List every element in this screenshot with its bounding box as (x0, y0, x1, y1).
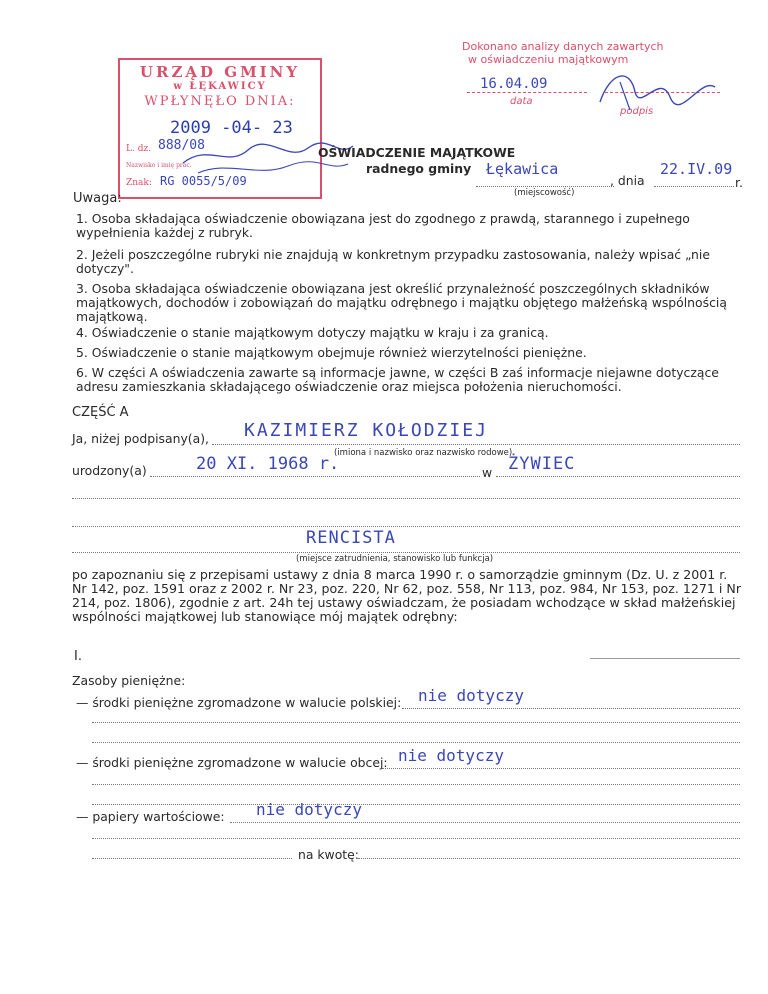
stamp-znak-value: RG 0055/5/09 (160, 174, 247, 188)
section-roman: I. (74, 649, 82, 664)
page-title: OŚWIADCZENIE MAJĄTKOWE (318, 145, 516, 160)
part-a-heading: CZĘŚĆ A (72, 405, 129, 420)
blank-line-2 (72, 520, 740, 527)
stamp-ldz-value: 888/08 (158, 138, 205, 153)
job-value: RENCISTA (306, 528, 396, 548)
date-suffix: r. (735, 175, 743, 190)
pln-label: — środki pieniężne zgromadzone w walucie polskiej: (76, 695, 402, 710)
place-value: Łękawica (486, 160, 559, 178)
job-caption: (miejsce zatrudnienia, stanowisko lub funkcja) (296, 554, 494, 564)
name-value: KAZIMIERZ KOŁODZIEJ (244, 420, 488, 441)
uwaga-item-1: 1. Osoba składająca oświadczenie obowiązana jest do zgodnego z prawdą, starannego i zupełnego wypełnienia każdej z rubryk. (76, 211, 690, 240)
pln-extra-line-2 (92, 736, 740, 743)
pln-extra-line-1 (92, 716, 740, 723)
amount-pre-line (92, 852, 292, 859)
stamp-znak-label: Znak: (126, 178, 152, 188)
born-value: 20 XI. 1968 r. (196, 454, 340, 474)
date-value: 22.IV.09 (660, 160, 733, 178)
blank-line-1 (72, 492, 740, 499)
birthplace-value: ŻYWIEC (508, 454, 576, 474)
uwaga-item-6: 6. W części A oświadczenia zawarte są informacje jawne, w części B zaś informacje niejawne dotyczące adresu zamieszkania składającego oświadczenie oraz miejsca położenia nieruchomości. (76, 365, 719, 394)
stamp-line3: WPŁYNĘŁO DNIA: (144, 94, 296, 109)
name-caption: (imiona i nazwisko oraz nazwisko rodowe) (334, 448, 513, 458)
uwaga-label: Uwaga: (73, 191, 122, 206)
stamp-ldz-label: L. dz. (126, 144, 152, 154)
born-label: urodzony(a) (72, 463, 147, 478)
analyst-signature (590, 62, 720, 117)
date-label: , dnia (610, 173, 645, 188)
statement: po zapoznaniu się z przepisami ustawy z dnia 8 marca 1990 r. o samorządzie gminnym (Dz. U. z 2001 r. Nr 142, poz. 1591 oraz z 2002 r. Nr 23, poz. 220, Nr 62, poz. 558, Nr 113, poz. 984, Nr 153, poz. 1271 i Nr 214, poz. 1806), zgodnie z art. 24h tej ustawy oświadczam, że posiadam wchodzące w skład małżeńskiej wspólności majątkowej lub stanowiące mój majątek odrębny: (72, 567, 742, 624)
uwaga-item-5: 5. Oświadczenie o stanie majątkowym obejmuje również wierzytelności pieniężne. (76, 345, 587, 360)
stamp-line1: URZĄD GMINY (139, 63, 301, 81)
name-label: Ja, niżej podpisany(a), (72, 431, 209, 446)
stamp-name-label: Nazwisko i imię prac. (126, 162, 192, 169)
analysis-line2: w oświadczeniu majątkowym (468, 53, 629, 66)
section-heading: Zasoby pieniężne: (72, 673, 186, 688)
uwaga-item-4: 4. Oświadczenie o stanie majątkowym dotyczy majątku w kraju i za granicą. (76, 325, 549, 340)
job-line (72, 546, 740, 553)
securities-extra-line (92, 832, 740, 839)
foreign-value: nie dotyczy (398, 746, 504, 765)
analysis-sign-label: podpis (620, 106, 654, 117)
stamp-date: 2009 -04- 23 (170, 118, 293, 138)
amount-line (358, 852, 740, 859)
page-subtitle: radnego gminy (366, 161, 472, 176)
analysis-date-value: 16.04.09 (480, 76, 548, 92)
securities-label: — papiery wartościowe: (76, 809, 225, 824)
uwaga-item-3: 3. Osoba składająca oświadczenie obowiązana jest określić przynależność poszczególnych składników majątkowych, dochodów i zobowiązań do majątku odrębnego i majątku objętego małżeńską wspólnością majątkową. (76, 281, 727, 324)
analysis-date-line (467, 92, 587, 93)
stamp-line2: w ŁĘKAWICY (173, 81, 267, 92)
section-rule (590, 658, 740, 659)
analysis-line1: Dokonano analizy danych zawartych (462, 40, 664, 53)
uwaga-item-2: 2. Jeżeli poszczególne rubryki nie znajdują w konkretnym przypadku zastosowania, należy wpisać „nie dotyczy". (76, 247, 710, 276)
place-label: (miejscowość) (514, 188, 575, 198)
analysis-date-label: data (510, 96, 533, 107)
amount-label: na kwotę: (298, 847, 359, 862)
foreign-extra-line-1 (92, 778, 740, 785)
pln-value: nie dotyczy (418, 686, 524, 705)
birthplace-label: w (482, 465, 493, 480)
foreign-extra-line-2 (92, 798, 740, 805)
foreign-label: — środki pieniężne zgromadzone w walucie obcej: (76, 755, 388, 770)
securities-value: nie dotyczy (256, 800, 362, 819)
